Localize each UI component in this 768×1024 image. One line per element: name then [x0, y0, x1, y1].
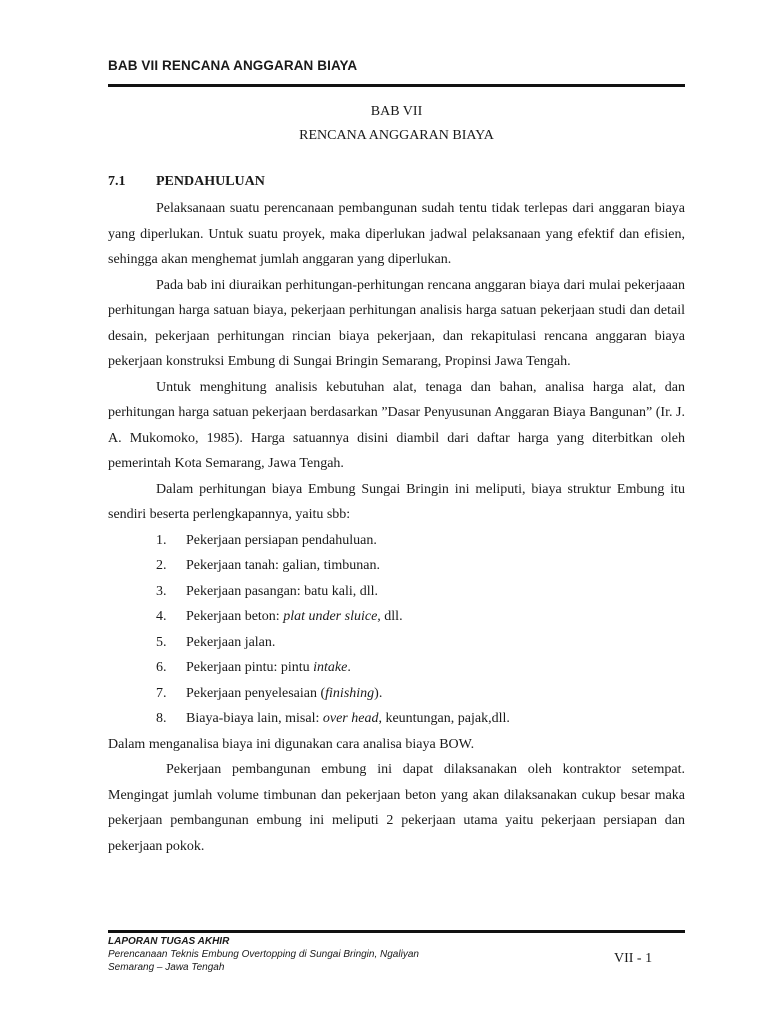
list-item-italic-term: plat under sluice [283, 609, 378, 624]
list-item-suffix: , keuntungan, pajak,dll. [378, 711, 510, 726]
list-item [108, 528, 685, 554]
chapter-title: RENCANA ANGGARAN BIAYA [299, 128, 494, 143]
list-item-suffix: , dll. [377, 609, 403, 624]
list-item-text: Pekerjaan pintu: pintu [186, 660, 314, 675]
chapter-title-block [108, 100, 685, 148]
list-item [108, 655, 685, 681]
paragraph-6: Pekerjaan pembangunan embung ini dapat dilaksanakan oleh kontraktor setempat. Mengingat jumlah volume timbunan dan pekerjaan beton yang akan dilaksanakan cukup besar maka pekerjaan pembangunan embung ini meliputi 2 pekerjaan utama yaitu pekerjaan persiapan dan pekerjaan pokok. [108, 762, 685, 854]
paragraph-5: Dalam menganalisa biaya ini digunakan cara analisa biaya BOW. [108, 736, 475, 752]
running-header: BAB VII RENCANA ANGGARAN BIAYA [108, 58, 358, 73]
list-item-number: 6. [156, 660, 167, 675]
list-item-number: 2. [156, 558, 167, 573]
list-item-italic-term: finishing [325, 685, 375, 701]
list-item-text: Biaya-biaya lain, misal: [186, 711, 323, 726]
list-item-italic-term: over head [322, 711, 379, 726]
list-item-suffix: ). [374, 685, 383, 701]
list-item-suffix: . [347, 660, 351, 675]
paragraph-3: Untuk menghitung analisis kebutuhan alat, tenaga dan bahan, analisa harga alat, dan perhitungan harga satuan pekerjaan berdasarkan ”Dasar Penyusunan Anggaran Biaya Bangunan” (Ir. J. A. Mukomoko, 1985). Harga satuannya disini diambil dari daftar harga yang diterbitkan oleh pemerintah Kota Semarang, Jawa Tengah. [108, 379, 685, 471]
footer-line-1: Perencanaan Teknis Embung Overtopping di Sungai Bringin, Ngaliyan [108, 949, 419, 960]
section-heading [108, 174, 265, 190]
section-title: PENDAHULUAN [156, 174, 265, 189]
header-divider [108, 84, 685, 87]
list-item-text: Pekerjaan penyelesaian ( [186, 685, 326, 701]
paragraph-4: Dalam perhitungan biaya Embung Sungai Bringin ini meliputi, biaya struktur Embung itu sendiri beserta perlengkapannya, yaitu sbb: [108, 481, 685, 522]
list-item-text: Pekerjaan pasangan: batu kali, dll. [186, 583, 379, 599]
list-item-number: 4. [156, 609, 167, 624]
list-item-text: Pekerjaan persiapan pendahuluan. [186, 532, 377, 548]
paragraph-1: Pelaksanaan suatu perencanaan pembangunan sudah tentu tidak terlepas dari anggaran biaya yang diperlukan. Untuk suatu proyek, maka diperlukan jadwal pelaksanaan yang efektif dan efisien, sehingga akan menghemat jumlah anggaran yang diperlukan. [108, 201, 685, 267]
list-item [108, 681, 685, 707]
section-number: 7.1 [108, 174, 126, 189]
list-item-italic-term: intake [313, 660, 348, 675]
paragraph-2: Pada bab ini diuraikan perhitungan-perhitungan rencana anggaran biaya dari mulai pekerjaaan perhitungan harga satuan biaya, pekerjaan perhitungan analisis harga satuan pekerjaan studi dan detail desain, pekerjaan perhitungan rincian biaya pekerjaan, dan rekapitulasi rencana anggaran biaya pekerjaan konstruksi Embung di Sungai Bringin Semarang, Propinsi Jawa Tengah. [108, 277, 685, 369]
page-number: VII - 1 [614, 951, 653, 966]
list-item [108, 706, 685, 732]
list-item-text: Pekerjaan tanah: galian, timbunan. [186, 558, 380, 573]
document-body [108, 196, 685, 859]
list-item-number: 7. [156, 685, 167, 701]
footer-divider [108, 930, 685, 933]
list-item [108, 630, 685, 656]
list-item-number: 5. [156, 634, 167, 650]
list-item-number: 1. [156, 532, 167, 548]
list-item [108, 579, 685, 605]
footer-line-2: Semarang – Jawa Tengah [108, 962, 225, 973]
chapter-label: BAB VII [370, 104, 423, 119]
list-item-number: 3. [156, 583, 167, 599]
work-items-list [108, 528, 685, 732]
list-item [108, 553, 685, 579]
list-item-text: Pekerjaan beton: [186, 609, 284, 624]
footer-label: LAPORAN TUGAS AKHIR [108, 936, 230, 947]
list-item [108, 604, 685, 630]
list-item-text: Pekerjaan jalan. [186, 634, 276, 650]
footer-info [108, 935, 528, 974]
list-item-number: 8. [156, 711, 167, 726]
